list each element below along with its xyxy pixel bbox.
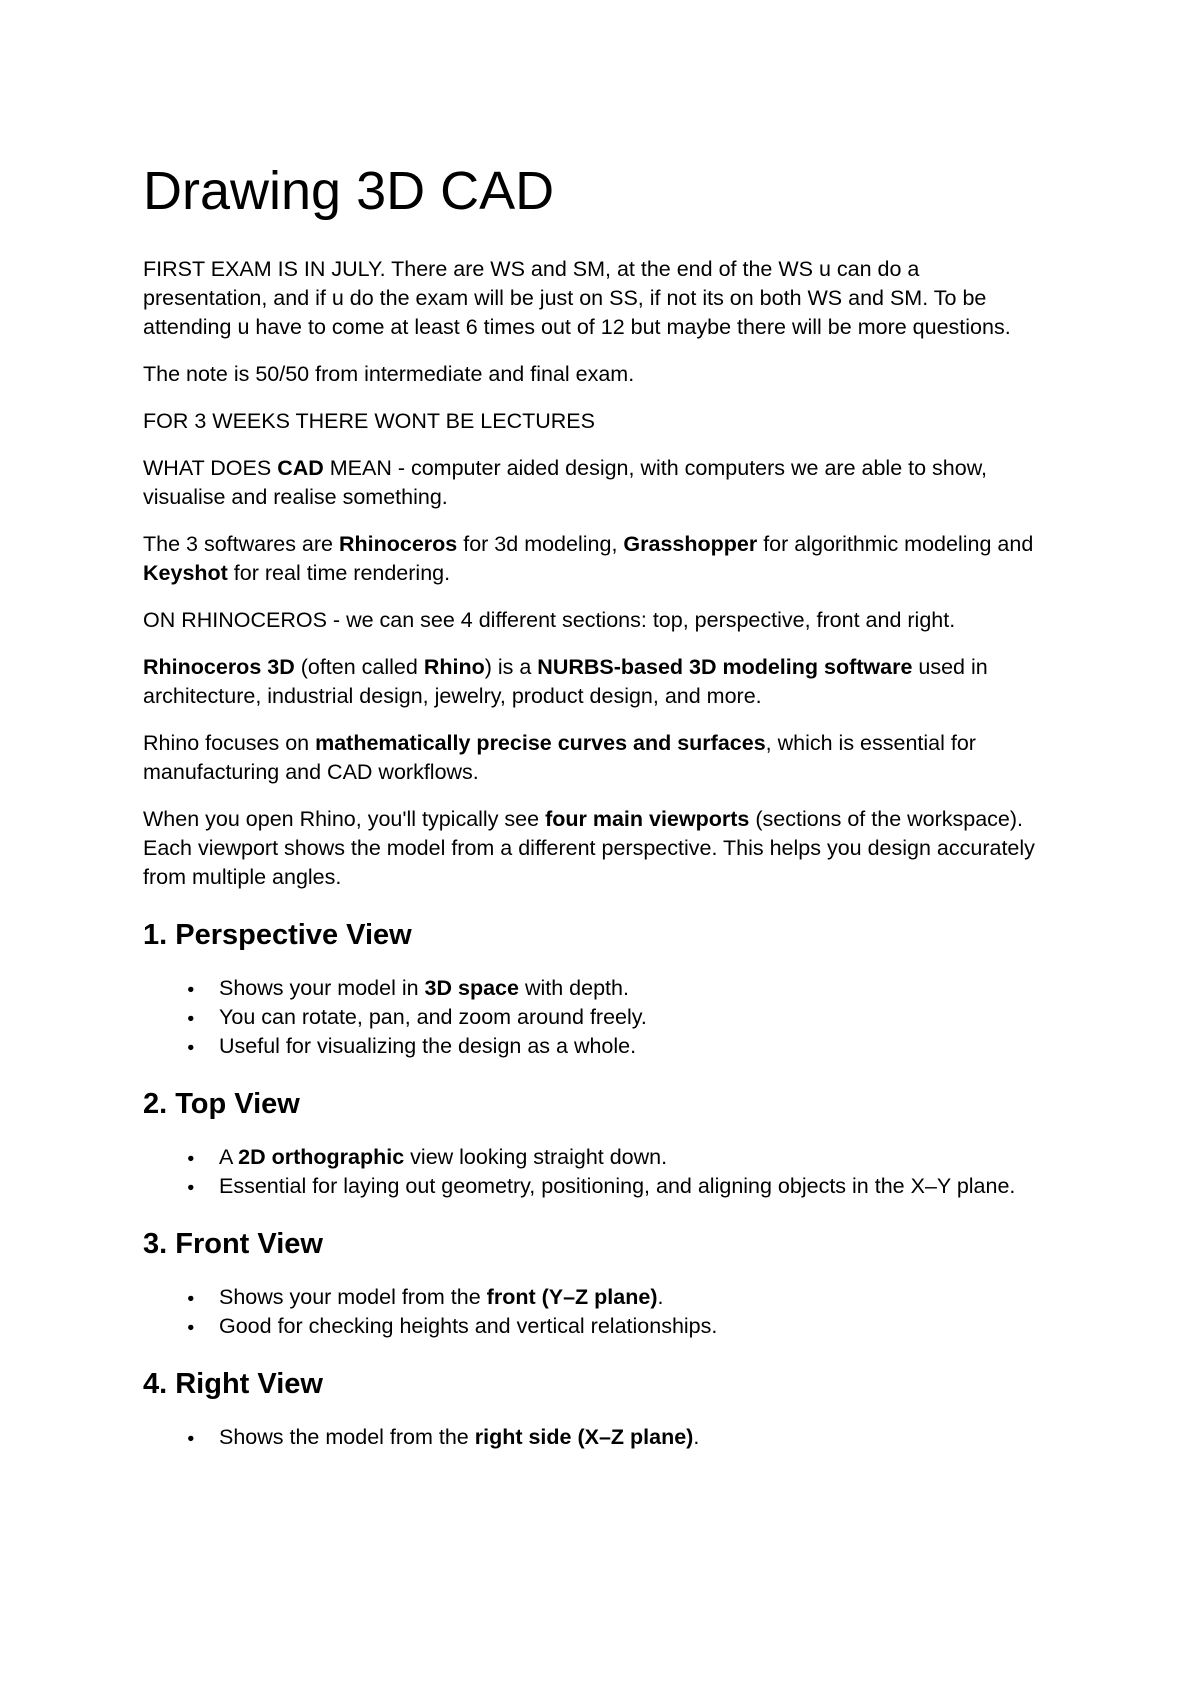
- section-heading-front-view: 3. Front View: [143, 1228, 323, 1260]
- text-run: When you open Rhino, you'll typically see: [143, 807, 546, 831]
- text-run: A: [219, 1145, 239, 1169]
- text-run: (sections of the workspace). Each viewport shows the model from a different perspective. This helps you design accurately from multiple angles.: [143, 807, 1035, 889]
- paragraph-on-rhinoceros: ON RHINOCEROS - we can see 4 different sections: top, perspective, front and right.: [143, 608, 956, 632]
- text-run: with depth.: [518, 976, 629, 1000]
- paragraph-three-softwares: [143, 530, 1045, 588]
- text-run: Shows your model from the: [219, 1285, 487, 1309]
- list-item: [143, 974, 1045, 1003]
- list-item: ● Essential for laying out geometry, positioning, and aligning objects in the X–Y plane.: [143, 1172, 1045, 1201]
- section-heading-perspective-view: 1. Perspective View: [143, 919, 412, 951]
- text-run: .: [693, 1425, 700, 1449]
- text-run: for algorithmic modeling and: [757, 532, 1034, 556]
- text-run: WHAT DOES: [143, 456, 278, 480]
- bold-text-run: 3D space: [424, 976, 519, 1000]
- bullet-list-front-view: [143, 1283, 1045, 1341]
- text-run: , which is essential for manufacturing and CAD workflows.: [143, 731, 976, 784]
- bold-text-run: right side (X–Z plane): [474, 1425, 694, 1449]
- paragraph-grading-note: The note is 50/50 from intermediate and final exam.: [143, 362, 635, 386]
- bold-text-run: mathematically precise curves and surfaces: [315, 731, 766, 755]
- bold-text-run: NURBS-based 3D modeling software: [537, 655, 913, 679]
- paragraph-what-does-cad: [143, 454, 1045, 512]
- bold-text-run: Rhinoceros 3D: [143, 655, 295, 679]
- text-run: ) is a: [484, 655, 538, 679]
- text-run: view looking straight down.: [404, 1145, 668, 1169]
- bold-text-run: 2D orthographic: [238, 1145, 405, 1169]
- paragraph-exam-info: FIRST EXAM IS IN JULY. There are WS and SM, at the end of the WS u can do a presentation, and if u do the exam will be just on SS, if not its on both WS and SM. To be attending u have to come at least 6 times out of 12 but maybe there will be more questions.: [143, 257, 1011, 339]
- paragraph-rhinoceros-3d: [143, 653, 1045, 711]
- paragraph-viewports-intro: [143, 805, 1045, 892]
- bullet-list-top-view: [143, 1143, 1045, 1201]
- text-run: MEAN - computer aided design, with computers we are able to show, visualise and realise something.: [143, 456, 988, 509]
- bold-text-run: front (Y–Z plane): [486, 1285, 658, 1309]
- document-title: Drawing 3D CAD: [143, 161, 555, 221]
- text-run: Shows the model from the: [219, 1425, 475, 1449]
- text-run: Shows your model in: [219, 976, 425, 1000]
- list-item: [143, 1423, 1045, 1452]
- section-heading-top-view: 2. Top View: [143, 1088, 300, 1120]
- bold-text-run: Keyshot: [143, 561, 228, 585]
- text-run: The 3 softwares are: [143, 532, 339, 556]
- text-run: for 3d modeling,: [457, 532, 624, 556]
- text-run: .: [657, 1285, 664, 1309]
- section-heading-right-view: 4. Right View: [143, 1368, 323, 1400]
- list-item: [143, 1283, 1045, 1312]
- list-item: [143, 1143, 1045, 1172]
- text-run: Rhino focuses on: [143, 731, 316, 755]
- bullet-list-perspective-view: [143, 974, 1045, 1061]
- list-item: ● Good for checking heights and vertical relationships.: [143, 1312, 1045, 1341]
- text-run: used in architecture, industrial design, jewelry, product design, and more.: [143, 655, 988, 708]
- text-run: for real time rendering.: [227, 561, 451, 585]
- paragraph-rhino-focus: [143, 729, 1045, 787]
- list-item: ● You can rotate, pan, and zoom around freely.: [143, 1003, 1045, 1032]
- bold-text-run: CAD: [277, 456, 324, 480]
- bold-text-run: Rhino: [423, 655, 485, 679]
- bullet-list-right-view: [143, 1423, 1045, 1452]
- bold-text-run: four main viewports: [545, 807, 750, 831]
- bold-text-run: Grasshopper: [623, 532, 758, 556]
- list-item: ● Useful for visualizing the design as a whole.: [143, 1032, 1045, 1061]
- bold-text-run: Rhinoceros: [338, 532, 458, 556]
- paragraph-no-lectures: FOR 3 WEEKS THERE WONT BE LECTURES: [143, 409, 595, 433]
- text-run: (often called: [294, 655, 424, 679]
